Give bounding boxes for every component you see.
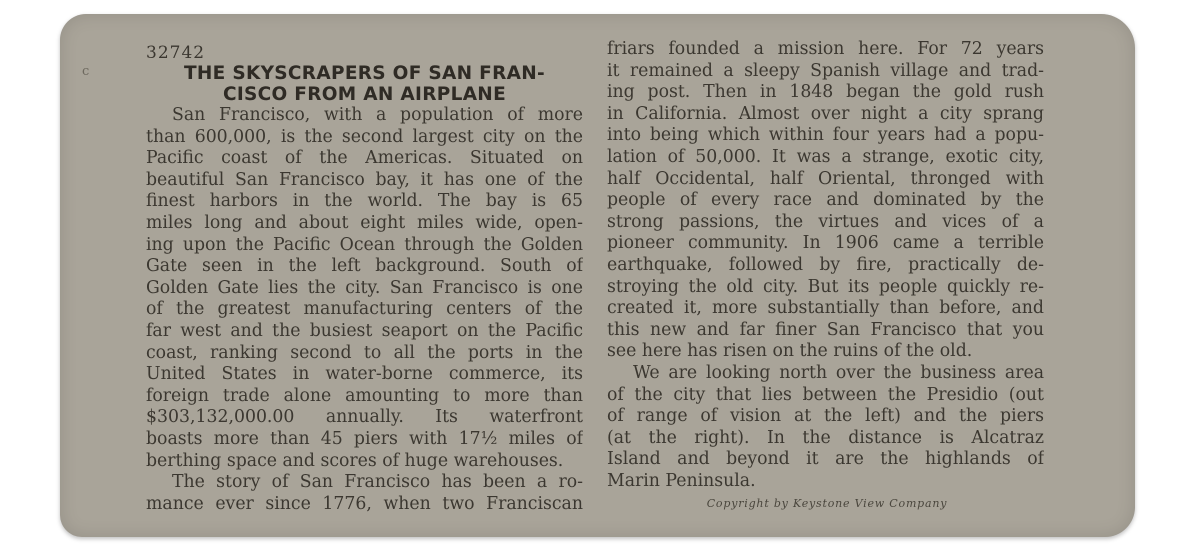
text-line: miles long and about eight miles wide, open- [146,212,583,233]
text-line: half Occidental, half Oriental, thronged with [607,168,1044,189]
text-line: Golden Gate lies the city. San Francisco is one [146,277,583,298]
text-line: finest harbors in the world. The bay is 65 [146,191,583,212]
text-line: into being which within four years had a popu- [607,125,1044,146]
text-line: The story of San Francisco has been a ro- [172,472,583,493]
text-line: pioneer community. In 1906 came a terrible [607,233,1044,254]
text-line: Pacific coast of the Americas. Situated on [146,148,583,169]
text-line: of the city that lies between the Presidio (out [607,384,1044,405]
text-line: berthing space and scores of huge warehouses. [146,450,564,471]
card-title-line-2: CISCO FROM AN AIRPLANE [222,84,507,105]
left-body-text [146,105,583,515]
text-line: this new and far finer San Francisco that you [607,319,1044,340]
text-line: strong passions, the virtues and vices of a [607,211,1044,232]
text-line: created it, more substantially than before, and [607,298,1044,319]
text-line: ing post. Then in 1848 began the gold rush [607,82,1044,103]
text-line: of the greatest manufacturing centers of the [146,299,583,320]
text-line: lation of 50,000. It was a strange, exotic city, [607,146,1044,167]
text-line: than 600,000, is the second largest city on the [146,126,583,147]
left-text-column [146,44,583,515]
text-line: (at the right). In the distance is Alcatraz [607,427,1044,448]
text-line: coast, ranking second to all the ports in the [146,342,583,363]
text-line: We are looking north over the business area [633,362,1044,383]
text-line: friars founded a mission here. For 72 years [607,39,1044,59]
text-line: stroying the old city. But its people quickly re- [607,276,1044,297]
text-line: it remained a sleepy Spanish village and trad- [607,60,1044,81]
text-line: San Francisco, with a population of more [172,105,583,125]
right-body-text [607,39,1044,492]
text-line: mance ever since 1776, when two Franciscan [146,493,583,514]
text-line: $303,132,000.00 annually. Its waterfront [146,407,583,428]
text-line: foreign trade alone amounting to more than [146,385,583,406]
text-line: Marin Peninsula. [607,470,756,491]
text-line: Island and beyond it are the highlands of [607,449,1044,470]
catalog-number: 32742 [146,43,206,63]
text-line: far west and the busiest seaport on the Pacific [146,320,583,341]
pencil-mark: c [82,64,90,79]
text-line: boasts more than 45 piers with 17½ miles of [146,428,583,449]
text-line: in California. Almost over night a city sprang [607,103,1044,124]
text-line: United States in water-borne commerce, its [146,364,583,385]
text-line: see here has risen on the ruins of the old. [607,341,973,362]
text-line: Gate seen in the left background. South of [146,256,583,277]
card-title-line-1: THE SKYSCRAPERS OF SAN FRAN- [183,63,546,84]
right-text-column [607,39,1044,492]
text-line: beautiful San Francisco bay, it has one of the [146,169,583,190]
text-line: people of every race and dominated by the [607,190,1044,211]
copyright-notice: Copyright by Keystone View Company [706,497,948,510]
text-line: earthquake, followed by fire, practically de- [607,254,1044,275]
text-line: ing upon the Pacific Ocean through the Golden [146,234,583,255]
text-line: of range of vision at the left) and the piers [607,406,1044,427]
